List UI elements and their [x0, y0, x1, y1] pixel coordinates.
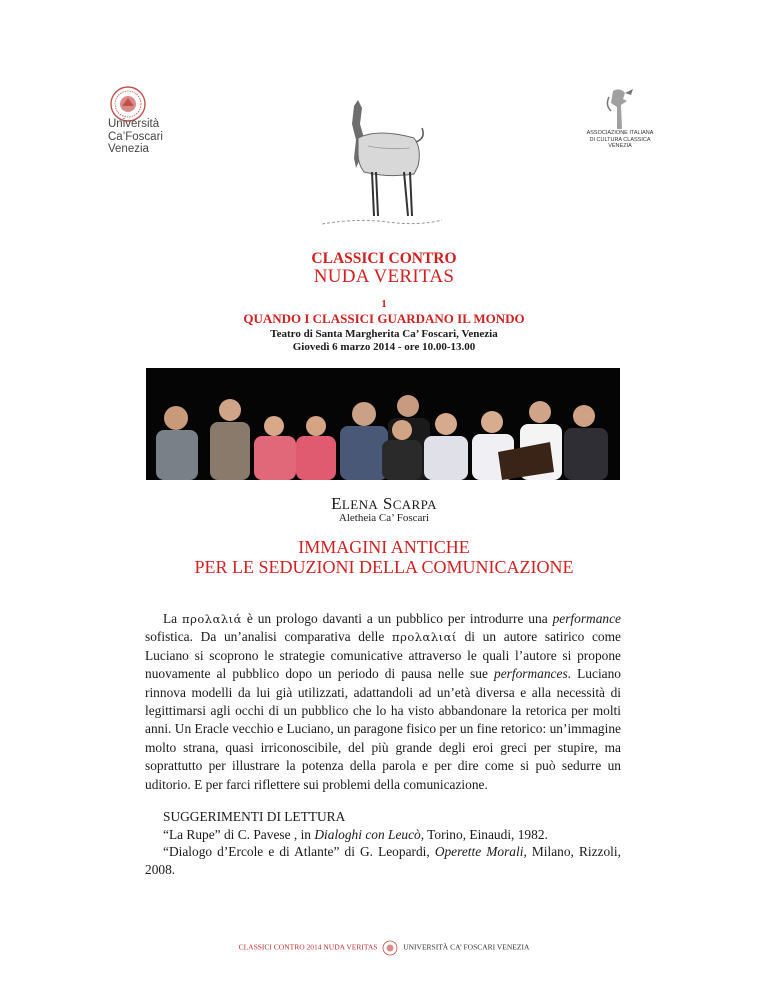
speaker-name: ELENA SCARPA — [331, 494, 437, 513]
session-title: QUANDO I CLASSICI GUARDANO IL MONDO — [243, 311, 525, 326]
footer-seal-icon — [382, 940, 398, 956]
event-date: Giovedì 6 marzo 2014 - ore 10.00-13.00 — [292, 341, 476, 353]
talk-title-line: PER LE SEDUZIONI DELLA COMUNICAZIONE — [194, 557, 574, 577]
edition-title: NUDA VERITAS — [313, 266, 455, 287]
readings-heading: SUGGERIMENTI DI LETTURA — [163, 809, 346, 824]
university-logo-text — [108, 118, 163, 156]
reading-suggestions — [145, 808, 621, 878]
venue: Teatro di Santa Margherita Ca’ Foscari, Venezia — [270, 328, 498, 340]
session-number: 1 — [381, 298, 387, 310]
association-logo-line: DI CULTURA CLASSICA — [589, 136, 651, 143]
footer-left-text: CLASSICI CONTRO 2014 NUDA VERITAS — [238, 942, 378, 952]
reading-item: “La Rupe” di C. Pavese , in Dialoghi con Leucò, Torino, Einaudi, 1982. — [163, 826, 548, 842]
association-emblem-icon — [595, 85, 645, 133]
abstract — [145, 610, 621, 794]
university-logo-line: Università — [108, 118, 160, 130]
association-logo-line: ASSOCIAZIONE ITALIANA — [586, 130, 654, 136]
talk-title-line: IMMAGINI ANTICHE — [298, 537, 470, 557]
speaker-affiliation: Aletheia Ca’ Foscari — [338, 512, 430, 524]
association-logo-line: VENEZIA — [608, 143, 632, 149]
group-photo — [146, 368, 620, 480]
university-logo-line: Ca’Foscari — [108, 130, 163, 143]
abstract-paragraph: La προλαλιά è un prologo davanti a un pubblico per introdurre una performance sofistica. Da un’analisi comparativa delle προλαλιαί di un autore satirico come Luciano si scoprono le strategie comunicative attraverso le quali l’autore si propone nuovamente al pubblico dopo un periodo di pausa nelle sue performances. Luciano rinnova modelli da lui già utilizzati, adattandoli ad un’età diversa e alla necessità di legittimarsi agli occhi di un pubblico che lo ha visto abbandonare la retorica per molti anni. Un Eracle vecchio e Luciano, un paragone fisico per un fine retorico: un’immagine molto strana, quasi irriconoscibile, del più grande degli eroi greci per stupire, ma soprattutto per illustrare la potenza della parola e per dire come si può sedurre un uditorio. E per farci riflettere sui problemi della comunicazione. — [145, 611, 621, 792]
footer-right-text: UNIVERSITÀ CA’ FOSCARI VENEZIA — [403, 942, 530, 952]
horse-illustration-icon — [318, 98, 448, 238]
association-logo-text — [572, 130, 668, 150]
reading-item: “Dialogo d’Ercole e di Atlante” di G. Leopardi, Operette Morali, Milano, Rizzoli, 2008. — [145, 844, 621, 877]
series-title: CLASSICI CONTRO — [311, 250, 457, 267]
university-logo-line: Venezia — [108, 143, 149, 155]
page-footer — [0, 940, 768, 956]
